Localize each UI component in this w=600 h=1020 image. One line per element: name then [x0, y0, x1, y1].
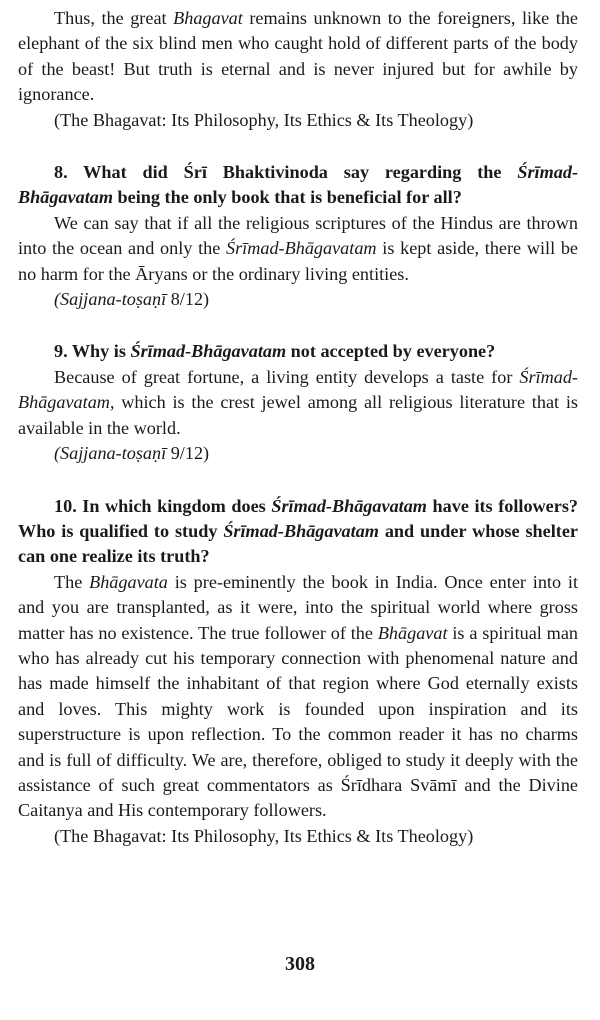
answer-8: We can say that if all the religious scriptures of the Hindus are thrown into the ocean and only the Śrīmad-Bhāgavatam is kept aside, there will be no harm for the Āryans or the ordinary living entities.	[18, 212, 579, 284]
citation-9: (Sajjana-toṣaṇī 9/12)	[54, 443, 210, 464]
citation-8: (Sajjana-toṣaṇī 8/12)	[54, 289, 210, 310]
question-9: 9. Why is Śrīmad-Bhāgavatam not accepted by everyone?	[54, 341, 496, 362]
question-8: 8. What did Śrī Bhaktivinoda say regarding the Śrīmad-Bhāgavatam being the only book that is beneficial for all?	[18, 162, 578, 208]
paragraph-bhagavat-unknown: Thus, the great Bhagavat remains unknown to the foreigners, like the elephant of the six blind men who caught hold of different parts of the body of the beast! But truth is eternal and is never injured but for awhile by ignorance.	[18, 8, 578, 105]
answer-9: Because of great fortune, a living entity develops a taste for Śrīmad-Bhāgavatam, which is the crest jewel among all religious literature that is available in the world.	[18, 366, 578, 438]
citation-bhagavat-1: (The Bhagavat: Its Philosophy, Its Ethics & Its Theology)	[54, 109, 474, 130]
answer-10: The Bhāgavata is pre-eminently the book in India. Once enter into it and you are transplanted, as it were, into the spiritual world where gross matter has no existence. The true follower of the Bhāgavat is a spiritual man who has already cut his temporary connection with phenomenal nature and has made himself the inhabitant of that region where God eternally exists and loves. This mighty work is founded upon inspiration and its superstructure is upon reflection. To the common reader it has no charms and is full of difficulty. We are, therefore, obliged to study it deeply with the assistance of such great commentators as Śrīdhara Svāmī and the Divine Caitanya and His contemporary followers.	[18, 571, 578, 821]
page-number: 308	[285, 953, 315, 975]
citation-bhagavat-2: (The Bhagavat: Its Philosophy, Its Ethics & Its Theology)	[54, 825, 474, 846]
question-10: 10. In which kingdom does Śrīmad-Bhāgavatam have its followers? Who is qualified to study Śrīmad-Bhāgavatam and under whose shelter can one realize its truth?	[18, 495, 578, 567]
